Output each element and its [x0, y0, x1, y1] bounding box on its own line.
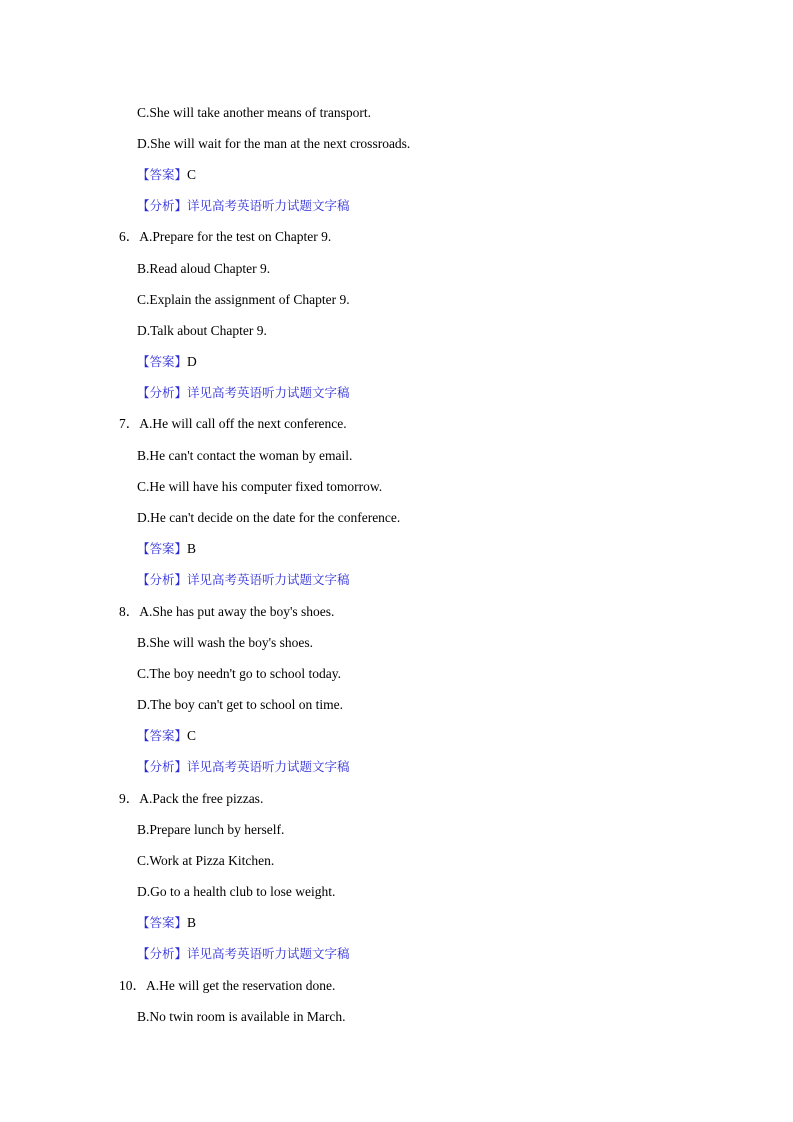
answer-value: C [187, 167, 197, 182]
answer-line [137, 727, 196, 745]
option-line: B.Read aloud Chapter 9. [137, 261, 271, 276]
question-line: 10．A.He will get the reservation done. [119, 978, 336, 993]
answer-value: B [187, 915, 197, 930]
answer-value: C [187, 728, 197, 743]
answer-label: 【答案】 [137, 541, 188, 556]
analysis-line: 【分析】详见高考英语听力试题文字稿 [137, 759, 350, 774]
answer-line [137, 166, 196, 184]
analysis-line: 【分析】详见高考英语听力试题文字稿 [137, 198, 350, 213]
option-line: C.Work at Pizza Kitchen. [137, 853, 275, 868]
option-line: B.She will wash the boy's shoes. [137, 635, 314, 650]
option-line: D.Talk about Chapter 9. [137, 323, 267, 338]
answer-value: B [187, 541, 197, 556]
option-line: D.She will wait for the man at the next crossroads. [137, 136, 411, 151]
analysis-line: 【分析】详见高考英语听力试题文字稿 [137, 946, 350, 961]
analysis-line: 【分析】详见高考英语听力试题文字稿 [137, 572, 350, 587]
question-line: 9．A.Pack the free pizzas. [119, 791, 264, 806]
option-line: C.Explain the assignment of Chapter 9. [137, 292, 350, 307]
answer-label: 【答案】 [137, 167, 188, 182]
answer-line [137, 914, 196, 932]
option-line: B.He can't contact the woman by email. [137, 448, 353, 463]
answer-label: 【答案】 [137, 915, 188, 930]
option-line: C.The boy needn't go to school today. [137, 666, 342, 681]
option-line: B.Prepare lunch by herself. [137, 822, 285, 837]
option-line: C.She will take another means of transport. [137, 105, 371, 120]
option-line: D.The boy can't get to school on time. [137, 697, 344, 712]
analysis-line: 【分析】详见高考英语听力试题文字稿 [137, 385, 350, 400]
option-line: C.He will have his computer fixed tomorrow. [137, 479, 383, 494]
answer-line [137, 540, 196, 558]
answer-label: 【答案】 [137, 728, 188, 743]
question-line: 6．A.Prepare for the test on Chapter 9. [119, 229, 332, 244]
answer-line [137, 353, 197, 371]
option-line: D.He can't decide on the date for the conference. [137, 510, 401, 525]
question-line: 8．A.She has put away the boy's shoes. [119, 604, 335, 619]
option-line: B.No twin room is available in March. [137, 1009, 346, 1024]
option-line: D.Go to a health club to lose weight. [137, 884, 336, 899]
answer-value: D [187, 354, 197, 369]
answer-label: 【答案】 [137, 354, 188, 369]
question-line: 7．A.He will call off the next conference. [119, 416, 347, 431]
